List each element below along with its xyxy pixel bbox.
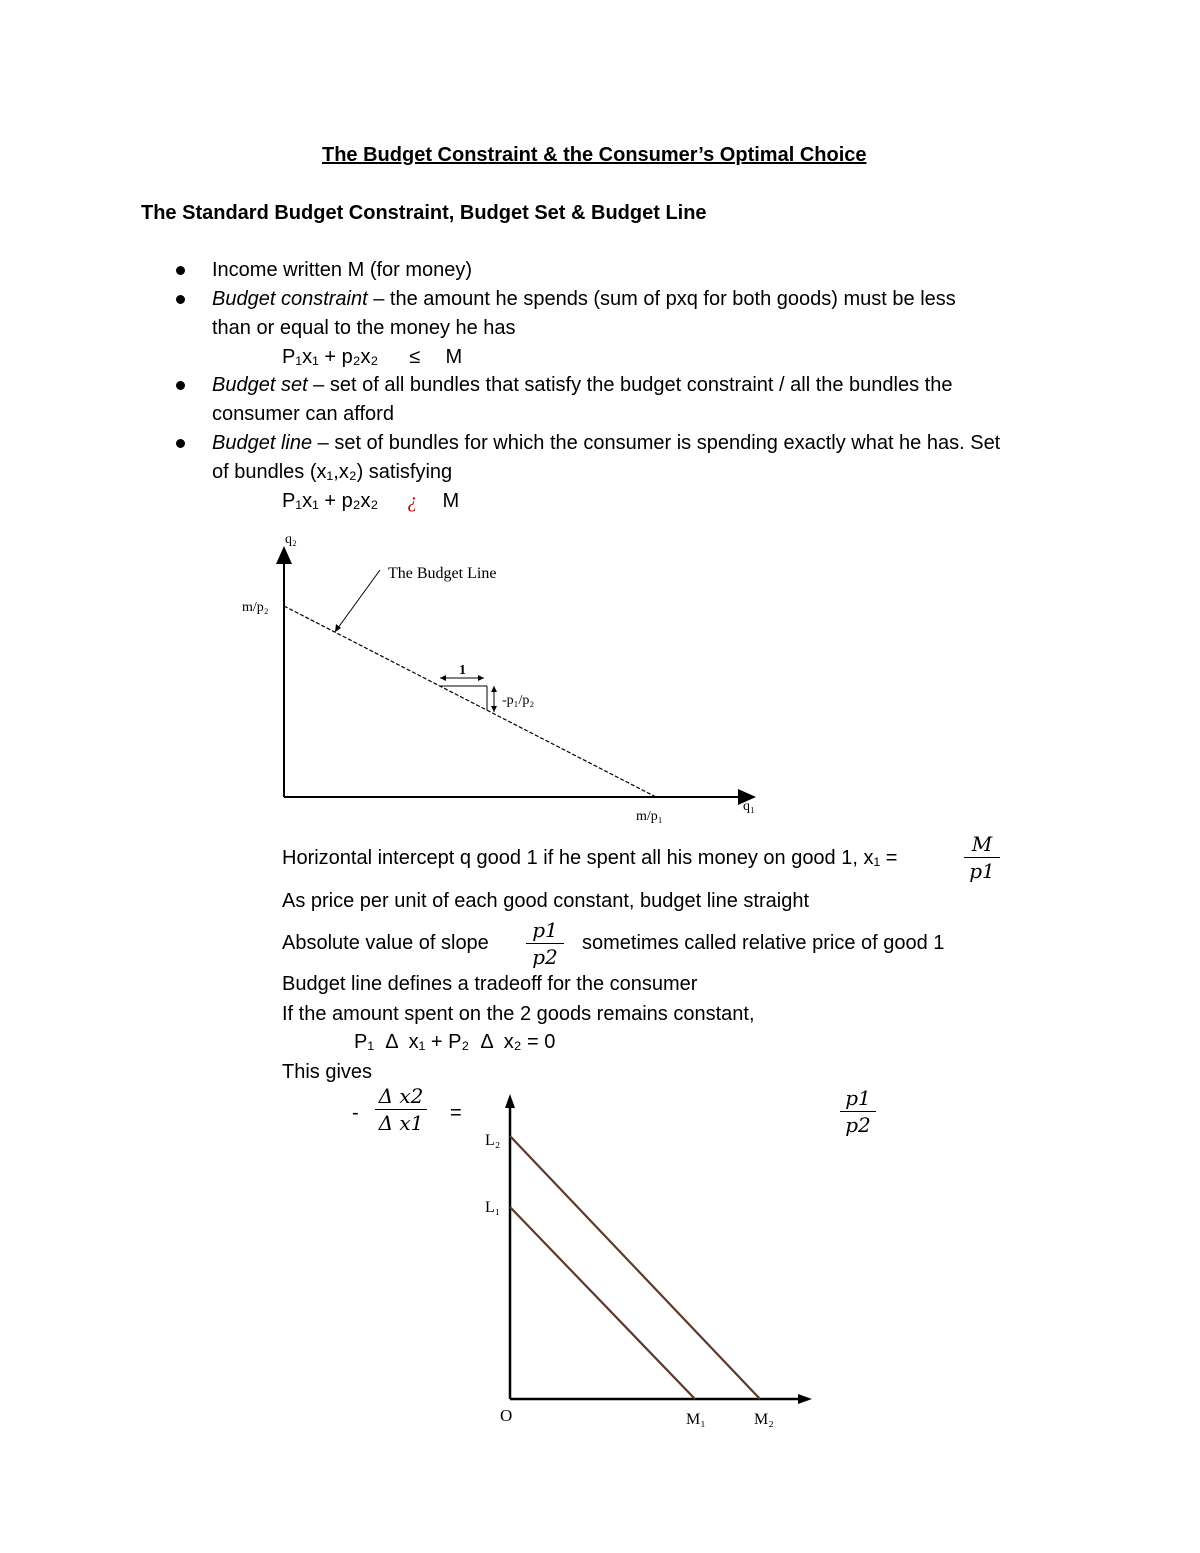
equals-sign: = [450, 1102, 462, 1124]
y-axis-arrowhead [505, 1094, 515, 1108]
term-budget-set: Budget set [212, 374, 308, 396]
M2-label: M₂ [754, 1411, 774, 1428]
fraction-p1-over-p2-rhs [840, 1086, 876, 1137]
budget-line-label: The Budget Line [388, 565, 497, 582]
L2-label: L₂ [485, 1132, 501, 1149]
equation-left: P₁x₁ + p₂x₂ [282, 490, 379, 512]
price-constant-text: As price per unit of each good constant, budget line straight [282, 890, 810, 912]
delta-equation: P₁ Δ x₁ + P₂ Δ x₂ = 0 [354, 1031, 556, 1053]
bullet-income: Income written M (for money) [212, 259, 473, 281]
fraction-bar [964, 857, 1000, 858]
bullet-budget-line [212, 432, 1000, 455]
fraction-p1-over-p2 [526, 918, 564, 969]
relative-price-text: sometimes called relative price of good 1 [582, 932, 945, 954]
fraction-bar [840, 1111, 876, 1112]
this-gives-text: This gives [282, 1061, 373, 1083]
equation-left: P₁x₁ + p₂x₂ [282, 346, 379, 368]
bullet-budget-set [212, 374, 952, 397]
y-axis-label: q₂ [285, 532, 297, 547]
bullet-icon [176, 381, 185, 390]
bullet-text: – set of all bundles that satisfy the budget constraint / all the bundles the [307, 374, 953, 396]
fraction-bar [375, 1109, 427, 1110]
term-budget-constraint: Budget constraint [212, 288, 368, 310]
bullet-budget-set-line2: consumer can afford [212, 403, 394, 425]
equation-operator: ≤ [409, 346, 421, 368]
fraction-denominator: p2 [532, 945, 558, 969]
x-intercept-label: m/p₁ [636, 809, 663, 824]
fraction-numerator: Δ x2 [378, 1084, 424, 1108]
equation-operator: ¿ [407, 490, 418, 512]
bullet-icon [176, 295, 185, 304]
bullet-budget-constraint-line2: than or equal to the money he has [212, 317, 516, 339]
equation-right: M [445, 346, 463, 368]
horizontal-intercept-text: Horizontal intercept q good 1 if he spent all his money on good 1, x₁ = [282, 847, 898, 869]
origin-label: O [500, 1406, 513, 1425]
budget-line [284, 606, 656, 797]
negative-sign: - [352, 1102, 359, 1124]
tradeoff-text: Budget line defines a tradeoff for the consumer [282, 973, 698, 995]
amount-spent-text: If the amount spent on the 2 goods remains constant, [282, 1003, 755, 1025]
page-title: The Budget Constraint & the Consumer’s Optimal Choice [322, 144, 867, 166]
bullet-text: – set of bundles for which the consumer is spending exactly what he has. Set [312, 432, 1001, 454]
x-axis-arrowhead [798, 1394, 812, 1404]
fraction-denominator: p1 [969, 859, 995, 883]
budget-line-figure [240, 528, 780, 828]
budget-line-L2-M2 [510, 1136, 760, 1399]
L1-label: L₁ [485, 1199, 501, 1216]
fraction-denominator: Δ x1 [378, 1111, 424, 1135]
fraction-numerator: p1 [532, 918, 558, 942]
fraction-M-over-p1 [964, 832, 1000, 883]
section-heading: The Standard Budget Constraint, Budget Set & Budget Line [141, 202, 707, 224]
equation-budget-constraint [282, 346, 462, 369]
bullet-budget-line-line2: of bundles (x₁,x₂) satisfying [212, 461, 453, 483]
fraction-denominator: p2 [845, 1113, 871, 1137]
budget-line-shift-figure [478, 1088, 818, 1440]
budget-line-pointer [335, 570, 380, 632]
bullet-icon [176, 266, 185, 275]
y-intercept-label: m/p₂ [242, 600, 269, 615]
x-axis-label: q₁ [743, 799, 755, 814]
fraction-numerator: p1 [845, 1086, 871, 1110]
bullet-budget-constraint [212, 288, 956, 311]
bullet-text: – the amount he spends (sum of pxq for both goods) must be less [367, 288, 956, 310]
equation-budget-line [282, 490, 459, 513]
equation-right: M [442, 490, 460, 512]
term-budget-line: Budget line [212, 432, 313, 454]
fraction-delta-x2-over-delta-x1 [375, 1084, 427, 1135]
bullet-icon [176, 439, 185, 448]
run-label: 1 [459, 663, 466, 678]
rise-label: -p₁/p₂ [502, 693, 535, 708]
M1-label: M₁ [686, 1411, 706, 1428]
fraction-bar [526, 943, 564, 944]
fraction-numerator: M [971, 832, 993, 856]
slope-text: Absolute value of slope [282, 932, 489, 954]
